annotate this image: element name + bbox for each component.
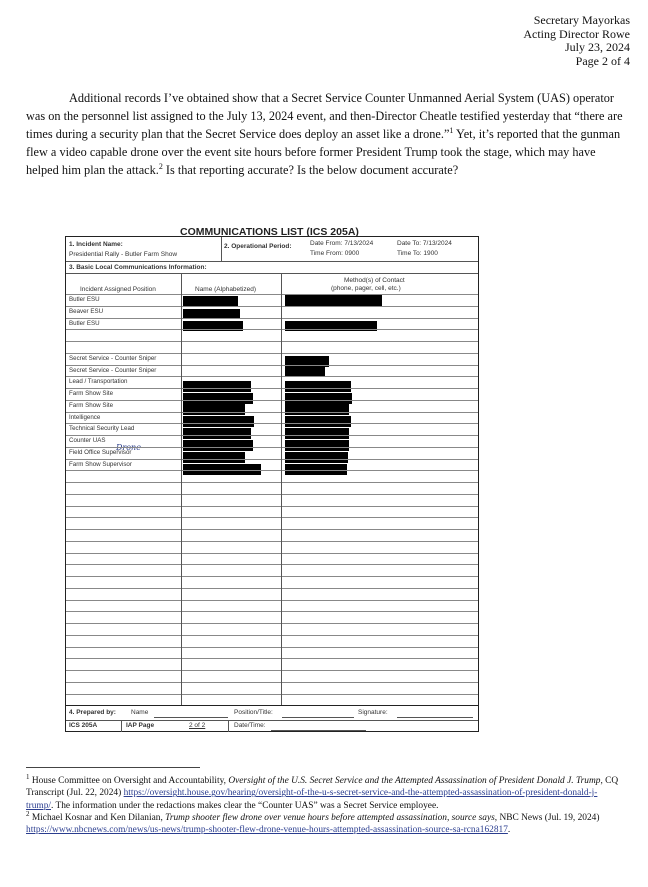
body-part-1: Additional records I’ve obtained show that a Secret Service Counter Unmanned Aerial System (UAS) operator was on the personnel list assigned to the July 13, 2024 event, and then-Director Cheatle testified yesterday that “there are times during a security plan that the Secret Service does deploy an asset like a drone.” (26, 91, 623, 141)
table-row-line (66, 588, 478, 589)
redaction-name (183, 428, 251, 439)
table-row-line (66, 600, 478, 601)
table-row-line (66, 517, 478, 518)
table-row-line (66, 318, 478, 319)
table-row-line (66, 412, 478, 413)
footnote-1-link[interactable]: https://oversight.house.gov/hearing/oversight-of-the-u-s-secret-service-and-the-attempted-assassination-of-president-donald-j-trump/ (26, 788, 598, 811)
table-row-line (66, 447, 478, 448)
redaction-name (183, 452, 245, 463)
iap-page-value: 2 of 2 (189, 722, 206, 729)
redaction-name (183, 296, 238, 306)
col-header-method-sub: (phone, pager, cell, etc.) (331, 285, 401, 292)
form-id: ICS 205A (69, 722, 98, 729)
redaction-name (183, 404, 245, 415)
redaction-name (183, 381, 251, 392)
table-row-line (66, 658, 478, 659)
section-3-label: 3. Basic Local Communications Information: (69, 264, 207, 271)
redaction-contact (285, 440, 349, 451)
footnote-2: $^2$ Michael Kosnar and Ken Dilanian, Trump shooter flew drone over venue hours before attempted assassination, source says, NBC News (Jul. 19, 2024) https://www.nbcnews.com/news/us-news/trump-shooter-flew-drone-venue-hours-attempted-assassination-source-sa-rcna162817. (26, 809, 600, 836)
table-row-line (66, 506, 478, 507)
table-row-line (66, 482, 478, 483)
table-row-line (66, 576, 478, 577)
date-to-label: Date To: (397, 240, 422, 247)
body-part-3: Is that reporting accurate? Is the below document accurate? (162, 163, 459, 177)
table-row-line (66, 376, 478, 377)
redaction-contact (285, 416, 351, 427)
date-from-value: 7/13/2024 (344, 240, 374, 247)
signature-label: Signature: (358, 709, 388, 716)
table-row-line (66, 423, 478, 424)
recipient-1: Secretary Mayorkas (533, 13, 630, 27)
operational-period-label: 2. Operational Period: (224, 243, 292, 250)
table-row-position: Beaver ESU (69, 307, 104, 315)
table-row-line (66, 294, 478, 295)
time-from-value: 0900 (344, 250, 360, 257)
table-row-position: Secret Service - Counter Sniper (69, 354, 157, 362)
date-to-value: 7/13/2024 (422, 240, 452, 247)
table-row-position: Butler ESU (69, 319, 100, 327)
redaction-contact (285, 452, 348, 463)
footnote-ref-1[interactable]: 1 (449, 125, 454, 135)
footnotes (26, 772, 624, 836)
redaction-name (183, 416, 254, 427)
table-row-line (66, 459, 478, 460)
table-row-position: Farm Show Site (69, 390, 114, 397)
col-header-method: Method(s) of Contact (344, 277, 405, 284)
table-row-line (66, 341, 478, 342)
table-row-position: Farm Show Site (69, 401, 114, 409)
date-from-label: Date From: (310, 240, 343, 247)
redaction-contact (285, 381, 351, 392)
table-row-line (66, 541, 478, 542)
body-part-2: Yet, it’s reported that the gunman flew a video capable drone over the event site hours before former President Trump took the stage, which may have helped him plan the attack. (26, 127, 621, 177)
redaction-name (183, 440, 253, 451)
table-row-position: Technical Security Lead (69, 425, 135, 433)
redaction-contact (285, 428, 349, 439)
redaction-name (183, 393, 253, 404)
form-title: COMMUNICATIONS LIST (ICS 205A) (180, 226, 359, 238)
col-header-name: Name (Alphabetized) (195, 286, 257, 293)
prepared-by-name-label: Name (131, 709, 149, 716)
footnote-divider (26, 767, 200, 768)
ics-205a-form (65, 236, 479, 732)
handwritten-drone-note: Drone (116, 443, 141, 452)
table-row-line (66, 400, 478, 401)
redaction-contact (285, 295, 382, 306)
table-row-position: Field Office Supervisor (69, 448, 132, 456)
table-row-position: Butler ESU (69, 296, 100, 303)
table-row-line (66, 647, 478, 648)
letter-header (523, 14, 630, 68)
table-row-line (66, 635, 478, 636)
table-row-line (66, 435, 478, 436)
body-paragraph (26, 89, 624, 179)
table-row-line (66, 694, 478, 695)
table-row-line (66, 353, 478, 354)
table-row-line (66, 623, 478, 624)
footnote-1: $^1$ House Committee on Oversight and Accountability, Oversight of the U.S. Secret Service and the Attempted Assassination of President Donald J. Trump, CQ Transcript (Jul. 22, 2024) https://oversight.house.gov/hearing/oversight-of-the-u-s-secret-service-and-the-attempted-assassination-of-president-donald-j-trump/. The information under the redactions makes clear the “Counter UAS” was a Secret Service employee. (26, 772, 619, 811)
time-to-value: 1900 (423, 250, 438, 257)
table-row-position: Secret Service - Counter Sniper (69, 366, 157, 374)
col-header-position: Incident Assigned Position (80, 286, 156, 293)
incident-name-value: Presidential Rally - Butler Farm Show (69, 251, 178, 258)
iap-page-label: IAP Page (126, 722, 155, 729)
redaction-contact (285, 393, 352, 404)
table-row-line (66, 564, 478, 565)
table-row-line (66, 365, 478, 366)
table-row-line (66, 306, 478, 307)
table-row-line (66, 611, 478, 612)
table-column-line (281, 273, 282, 705)
prepared-by-label: 4. Prepared by: (69, 709, 116, 716)
table-row-line (66, 494, 478, 495)
table-row-line (66, 529, 478, 530)
table-row-line (66, 682, 478, 683)
letter-date: July 23, 2024 (564, 40, 630, 54)
table-row-line (66, 388, 478, 389)
table-column-line (181, 273, 182, 705)
date-time-label: Date/Time: (234, 722, 266, 729)
table-row-position: Lead / Transportation (69, 378, 128, 386)
page-number: Page 2 of 4 (575, 53, 630, 68)
footnote-ref-2[interactable]: 2 (158, 161, 163, 171)
incident-name-label: 1. Incident Name: (69, 241, 123, 248)
table-row-position: Counter UAS (69, 437, 106, 444)
time-from-label: Time From: (310, 250, 343, 257)
time-to-label: Time To: (397, 250, 422, 257)
table-row-position: Farm Show Supervisor (69, 460, 132, 468)
footnote-2-link[interactable]: https://www.nbcnews.com/news/us-news/trump-shooter-flew-drone-venue-hours-attempted-assassination-source-sa-rcna162817 (26, 825, 508, 836)
table-row-line (66, 670, 478, 671)
recipient-2: Acting Director Rowe (523, 26, 630, 41)
table-row-line (66, 470, 478, 471)
table-row-position: Intelligence (69, 413, 101, 421)
position-title-label: Position/Title: (234, 709, 273, 716)
table-row-line (66, 329, 478, 330)
redaction-contact (285, 404, 349, 415)
table-row-line (66, 553, 478, 554)
